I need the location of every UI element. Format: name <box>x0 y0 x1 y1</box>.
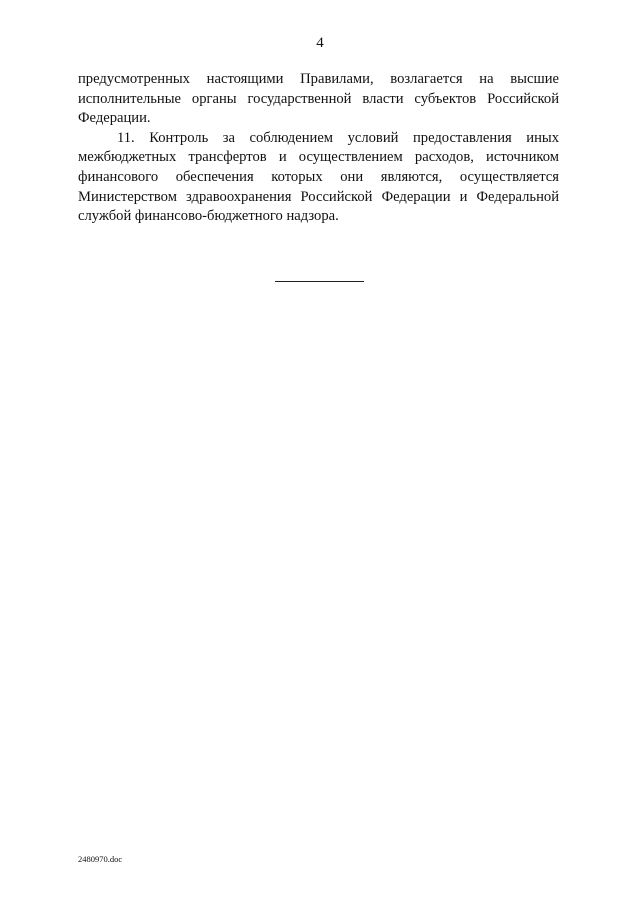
paragraph-continuation: предусмотренных настоящими Правилами, возлагается на высшие исполнительные органы государственной власти субъектов Российской Федерации. <box>78 71 559 127</box>
page-number: 4 <box>316 35 324 51</box>
paragraph-item-11: 11. Контроль за соблюдением условий предоставления иных межбюджетных трансфертов и осуществлением расходов, источником финансового обеспечения которых они являются, осуществляется Министерством здравоохранения Российской Федерации и Федеральной службой финансово-бюджетного надзора. <box>78 129 559 225</box>
end-separator-line <box>275 281 364 282</box>
footer-file-name: 2480970.doc <box>78 854 123 864</box>
document-body <box>78 70 559 227</box>
